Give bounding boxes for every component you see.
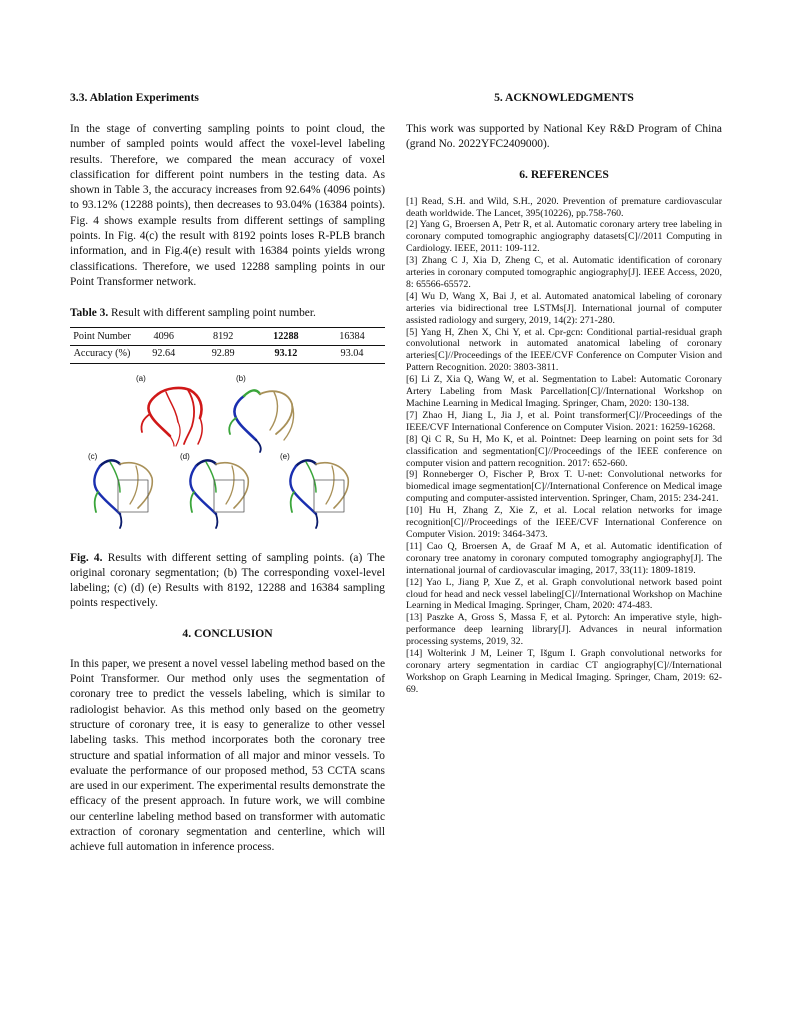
vessel-branch [326, 466, 334, 504]
conclusion-paragraph: In this paper, we present a novel vessel labeling method based on the Point Transformer. Our method only uses the segmentation of coronary tree to predict the vessels labeling, which is similar to radiologist behavior. As this method only based on the geometry structure of coronary tree, it is easy to generalize to other vessel labeling tasks. This method incorporates both the coronary tree structure and spatial information of all major and minor vessels. To evaluate the performance of our proposed method, 53 CCTA scans are used in our experiment. The experimental results demonstrate the efficacy of the present approach. In future work, we will combine our centerline labeling method based on transformer with automatic extraction of coronary segmentation and centerline, which will achieve full automation in inference process. [70, 657, 385, 854]
figure-4 [70, 374, 385, 534]
reference-item: [12] Yao L, Jiang P, Xue Z, et al. Graph convolutional network based point cloud for head and neck vessel labeling[C]//International Workshop on Machine Learning in Medical Imaging. Springer, Cham, 2020: 474-483. [406, 576, 722, 612]
table3-label: Table 3. [70, 307, 109, 320]
vessel-branch [170, 436, 174, 446]
reference-item: [3] Zhang C J, Xia D, Zheng C, et al. Automatic identification of coronary arteries in coronary computed tomographic angiography[J]. IEEE Access, 2020, 8: 65566-65572. [406, 255, 722, 290]
highlight-box [314, 480, 344, 512]
panel-b-voxel-labeling [229, 390, 293, 452]
panel-label-a: (a) [136, 373, 146, 383]
section-5-heading: 5. ACKNOWLEDGMENTS [494, 91, 634, 104]
reference-item: [5] Yang H, Zhen X, Chi Y, et al. Cpr-gcn: Conditional partial-residual graph convolutional network in automated anatomical labeling of coronary arteries[C]//Proceedings of the IEEE/CVF Conference on Computer Vision and Pattern Recognition. 2020: 3803-3811. [406, 326, 722, 374]
table-cell: 92.64 [134, 345, 193, 363]
reference-item: [14] Wolterink J M, Leiner T, Išgum I. Graph convolutional networks for coronary artery segmentation in cardiac CT angiography[C]//International Workshop on Graph Learning in Medical Imaging. Springer, Cham, 2019: 62-69. [406, 648, 722, 695]
section-4-heading: 4. CONCLUSION [182, 626, 273, 640]
highlight-box [118, 480, 148, 512]
references-list [406, 196, 722, 696]
vessel-branch [198, 418, 202, 444]
table-row-header-point-number: Point Number [70, 327, 134, 345]
vessel-branch [216, 514, 218, 528]
vessel-branch [120, 462, 152, 507]
vessel-branch [229, 418, 236, 434]
vessel-branch [226, 466, 234, 504]
panel-d-result-12288 [190, 460, 248, 528]
vessel-branch [166, 392, 178, 422]
reference-item: [7] Zhao H, Jiang L, Jia J, et al. Point transformer[C]//Proceedings of the IEEE/CVF International Conference on Computer Vision. 2021: 16259-16268. [406, 409, 722, 433]
panel-label-c: (c) [88, 451, 98, 461]
reference-item: [4] Wu D, Wang X, Bai J, et al. Automated anatomical labeling of coronary arteries via bidirectional tree LSTMs[J]. International journal of computer assisted radiology and surgery, 2019, 14(2): 271-280. [406, 290, 722, 326]
vessel-branch [120, 514, 122, 528]
reference-item: [1] Read, S.H. and Wild, S.H., 2020. Prevention of premature cardiovascular death worldwide. The Lancet, 395(10226), pp.758-760. [406, 195, 722, 219]
acknowledgments-paragraph: This work was supported by National Key R&D Program of China (grand No. 2022YFC2409000). [406, 123, 722, 151]
vessel-branch [148, 394, 170, 436]
panel-c-result-8192 [94, 460, 152, 528]
vessel-branch [256, 440, 261, 452]
reference-item: [9] Ronneberger O, Fischer P, Brox T. U-net: Convolutional networks for biomedical image segmentation[C]//International Conference on Medical image computing and computer-assisted intervention. Springer, Cham, 2015: 234-241. [406, 469, 722, 505]
table-cell-bold: 12288 [253, 327, 319, 345]
vessel-branch [130, 466, 138, 504]
reference-item: [13] Paszke A, Gross S, Massa F, et al. Pytorch: An imperative style, high-performance deep learning library[J]. Advances in neural information processing systems, 2019, 32. [406, 612, 722, 648]
fig4-caption-text: Results with different setting of sampling points. (a) The original coronary segmentation; (b) The corresponding voxel-level labeling; (c) (d) (e) Results with 8192, 12288 and 16384 sampling points respectively. [70, 551, 385, 610]
vessel-branch [158, 387, 202, 417]
vessel-branch [316, 514, 318, 528]
vessel-branch [95, 492, 98, 512]
figure-4-image [70, 374, 385, 534]
vessel-branch [110, 462, 120, 492]
vessel-branch [244, 390, 260, 396]
vessel-branch [270, 392, 277, 430]
table-cell: 92.89 [193, 345, 252, 363]
vessel-branch [184, 390, 194, 444]
vessel-branch [316, 462, 348, 507]
vessel-branch [291, 492, 294, 512]
vessel-branch [306, 462, 316, 492]
fig4-label: Fig. 4. [70, 551, 103, 564]
table-cell: 4096 [134, 327, 193, 345]
reference-item: [10] Hu H, Zhang Z, Xie Z, et al. Local relation networks for image recognition[C]//Proceedings of the IEEE/CVF International Conference on Computer Vision. 2019: 3464-3473. [406, 505, 722, 540]
table-cell: 8192 [193, 327, 252, 345]
vessel-branch [206, 462, 216, 492]
table-cell: 16384 [319, 327, 385, 345]
reference-item: [6] Li Z, Xia Q, Wang W, et al. Segmentation to Label: Automatic Coronary Artery Labeling from Mask Parcellation[C]//International Workshop on Machine Learning in Medical Imaging. Springer, Cham, 2020: 130-138. [406, 374, 722, 409]
panel-e-result-16384 [290, 460, 348, 528]
table-row-header-accuracy: Accuracy (%) [70, 345, 134, 363]
table3-caption [70, 306, 385, 321]
section-6-heading: 6. REFERENCES [519, 167, 609, 181]
vessel-branch [191, 492, 194, 512]
panel-label-d: (d) [180, 451, 190, 461]
table-cell-bold: 93.12 [253, 345, 319, 363]
left-column [70, 90, 385, 856]
table3-caption-text: Result with different sampling point number. [108, 307, 316, 320]
reference-item: [2] Yang G, Broersen A, Petr R, et al. Automatic coronary artery tree labeling in coronary computed tomographic angiography datasets[C]//2011 Computing in Cardiology. IEEE, 2011: 109-112. [406, 219, 722, 255]
panel-label-e: (e) [280, 451, 290, 461]
section-3-3-heading: 3.3. Ablation Experiments [70, 91, 199, 104]
vessel-branch [141, 414, 150, 432]
right-column [406, 90, 722, 696]
table-3 [70, 327, 385, 364]
table-cell: 93.04 [319, 345, 385, 363]
reference-item: [8] Qi C R, Su H, Mo K, et al. Pointnet: Deep learning on point sets for 3d classification and segmentation[C]//Proceedings of the IEEE conference on computer vision and pattern recognition. 2017: 652-660. [406, 433, 722, 469]
vessel-branch [176, 422, 180, 446]
vessel-branch [216, 462, 248, 507]
panel-a-coronary-segmentation [141, 387, 202, 445]
ablation-paragraph: In the stage of converting sampling points to point cloud, the number of sampled points would affect the voxel-level labeling results. Therefore, we compared the mean accuracy of voxel classification for different point numbers in the testing data. As shown in Table 3, the accuracy increases from 92.64% (4096 points) to 93.12% (12288 points), then decreases to 93.04% (16384 points). Fig. 4 shows example results from different settings of sampling points. In Fig. 4(c) the result with 8192 points loses R-PLB branch information, and in Fig.4(e) result with 16384 points yields wrong classifications. Therefore, we used 12288 sampling points in our Point Transformer network. [70, 123, 385, 288]
fig4-caption [70, 551, 385, 612]
table-row [70, 345, 385, 363]
vessel-branch [234, 396, 256, 440]
highlight-box [214, 480, 244, 512]
reference-item: [11] Cao Q, Broersen A, de Graaf M A, et al. Automatic identification of coronary tree anatomy in coronary computed tomography angiography[J]. The international journal of cardiovascular imaging, 2017, 33(11): 1809-1819. [406, 540, 722, 576]
table-row [70, 327, 385, 345]
panel-label-b: (b) [236, 373, 246, 383]
